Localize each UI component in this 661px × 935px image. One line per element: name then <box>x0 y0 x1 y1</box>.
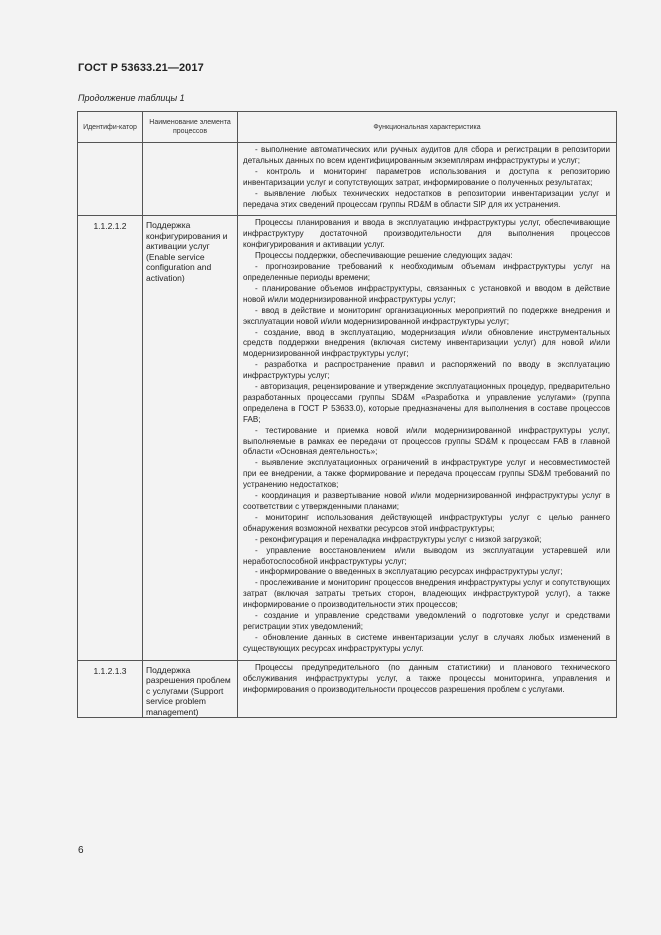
characteristic-paragraph: - авторизация, рецензирование и утверждение эксплуатационных процедур, предварительно разработанных процессами группы SD&M «Разработка и управление услугами» (группа определена в ГОСТ Р 53633.0), которые предназначены для выполнения в составе процессов FAB; <box>243 382 610 424</box>
characteristic-paragraph: - реконфигурация и переналадка инфраструктуры услуг с низкой загрузкой; <box>255 534 542 544</box>
functional-characteristic <box>238 660 617 718</box>
characteristic-paragraph: - планирование объемов инфраструктуры, связанных с установкой и вводом в действие новой и/или модернизированной инфраструктуры услуг; <box>243 283 610 304</box>
characteristic-paragraph: - информирование о введенных в эксплуатацию ресурсах инфраструктуры услуг; <box>255 567 563 577</box>
process-name: Поддержка конфигурирования и активации услуг (Enable service configuration and activation) <box>143 216 238 660</box>
table-continuation-caption: Продолжение таблицы 1 <box>78 93 185 103</box>
process-name: Поддержка разрешения проблем с услугами (Support service problem management) <box>143 660 238 718</box>
characteristic-paragraph: - координация и развертывание новой и/или модернизированной инфраструктуры услуг в соответствии с утвержденными планами; <box>243 491 610 511</box>
process-identifier: 1.1.2.1.2 <box>78 216 143 660</box>
characteristic-paragraph: - прослеживание и мониторинг процессов внедрения инфраструктуры услуг и сопутствующих затрат (включая затраты третьих сторон, владеющих инфраструктурой услуг), а также информирование о производительности этих процессов; <box>243 578 610 610</box>
table-row <box>78 216 617 660</box>
characteristic-paragraph: - выполнение автоматических или ручных аудитов для сбора и регистрации в репозитории детальных данных по всем идентифицированным экземплярам инфраструктуры и услуг; <box>243 145 610 165</box>
characteristic-paragraph: - выявление эксплуатационных ограничений в инфраструктуре услуг и несовместимостей при ее внедрении, а также формирование и передача процессам группы SD&M требований по устранению недостатков; <box>243 458 610 490</box>
functional-characteristic <box>238 216 617 660</box>
characteristic-paragraph: - разработка и распространение правил и распоряжений по вводу в эксплуатацию инфраструктуры услуг; <box>243 360 610 381</box>
characteristic-paragraph: Процессы поддержки, обеспечивающие решение следующих задач: <box>255 251 513 261</box>
characteristic-paragraph: - контроль и мониторинг параметров использования и доступа к репозиторию инвентаризации услуг и сопутствующих затрат, информирование о полученных результатах; <box>243 166 610 187</box>
characteristic-paragraph: - мониторинг использования действующей инфраструктуры услуг с целью раннего обнаружения возможной нехватки ресурсов этой инфраструктуры; <box>243 512 610 533</box>
characteristic-paragraph: - прогнозирование требований к необходимым объемам инфраструктуры услуг на определенные периоды времени; <box>243 262 610 282</box>
table-header-row <box>78 112 617 143</box>
characteristic-paragraph: Процессы планирования и ввода в эксплуатацию инфраструктуры услуг, обеспечивающие инфраструктуру достаточной производительности для выполнения процессов конфигурирования и активации услуг. <box>243 218 610 250</box>
characteristic-paragraph: - создание, ввод в эксплуатацию, модернизация и/или обновление инструментальных средств поддержки внедрения (включая систему инвентаризации услуг) для новой и/или модернизированной инфраструктуры услуг; <box>243 327 610 359</box>
characteristic-paragraph: - управление восстановлением и/или выводом из эксплуатации устаревшей или неработоспособной инфраструктуры услуг; <box>243 545 610 566</box>
page-number: 6 <box>78 845 84 856</box>
table-row <box>78 143 617 216</box>
table-body <box>78 143 617 718</box>
column-header-name: Наименование элемента процессов <box>143 112 238 143</box>
process-identifier: 1.1.2.1.3 <box>78 660 143 718</box>
process-name <box>143 143 238 216</box>
characteristic-paragraph: - создание и управление средствами уведомлений о подготовке услуг и средствами регистрации этих уведомлений; <box>243 611 610 631</box>
characteristic-paragraph: - тестирование и приемка новой и/или модернизированной инфраструктуры услуг, выполняемые в рамках ее передачи от процессов группы SD&M к процессам FAB в главной области «Основная деятельность»; <box>243 425 610 457</box>
characteristic-paragraph: - обновление данных в системе инвентаризации услуг в случаях любых изменений в существующих ресурсах инфраструктуры услуг. <box>243 632 610 653</box>
functional-characteristic <box>238 143 617 216</box>
characteristic-paragraph: - выявление любых технических недостатков в репозитории инвентаризации услуг и передача этих сведений процессам группы RD&M в области SIP для их устранения. <box>243 188 610 209</box>
column-header-id: Идентифи-катор <box>78 112 143 143</box>
characteristic-paragraph: - ввод в действие и мониторинг организационных мероприятий по подержке внедрения и эксплуатации новой и/или модернизированной инфраструктуры услуг; <box>243 305 610 326</box>
table-row <box>78 660 617 718</box>
characteristic-paragraph: Процессы предупредительного (по данным статистики) и планового технического обслуживания инфраструктуры услуг, а также процессы мониторинга, управления и информирования о производительности процессов разрешения проблем с услугами. <box>243 662 610 694</box>
standard-header: ГОСТ Р 53633.21—2017 <box>78 62 204 74</box>
characteristics-table <box>77 111 617 718</box>
process-identifier <box>78 143 143 216</box>
column-header-characteristic: Функциональная характеристика <box>238 112 617 143</box>
